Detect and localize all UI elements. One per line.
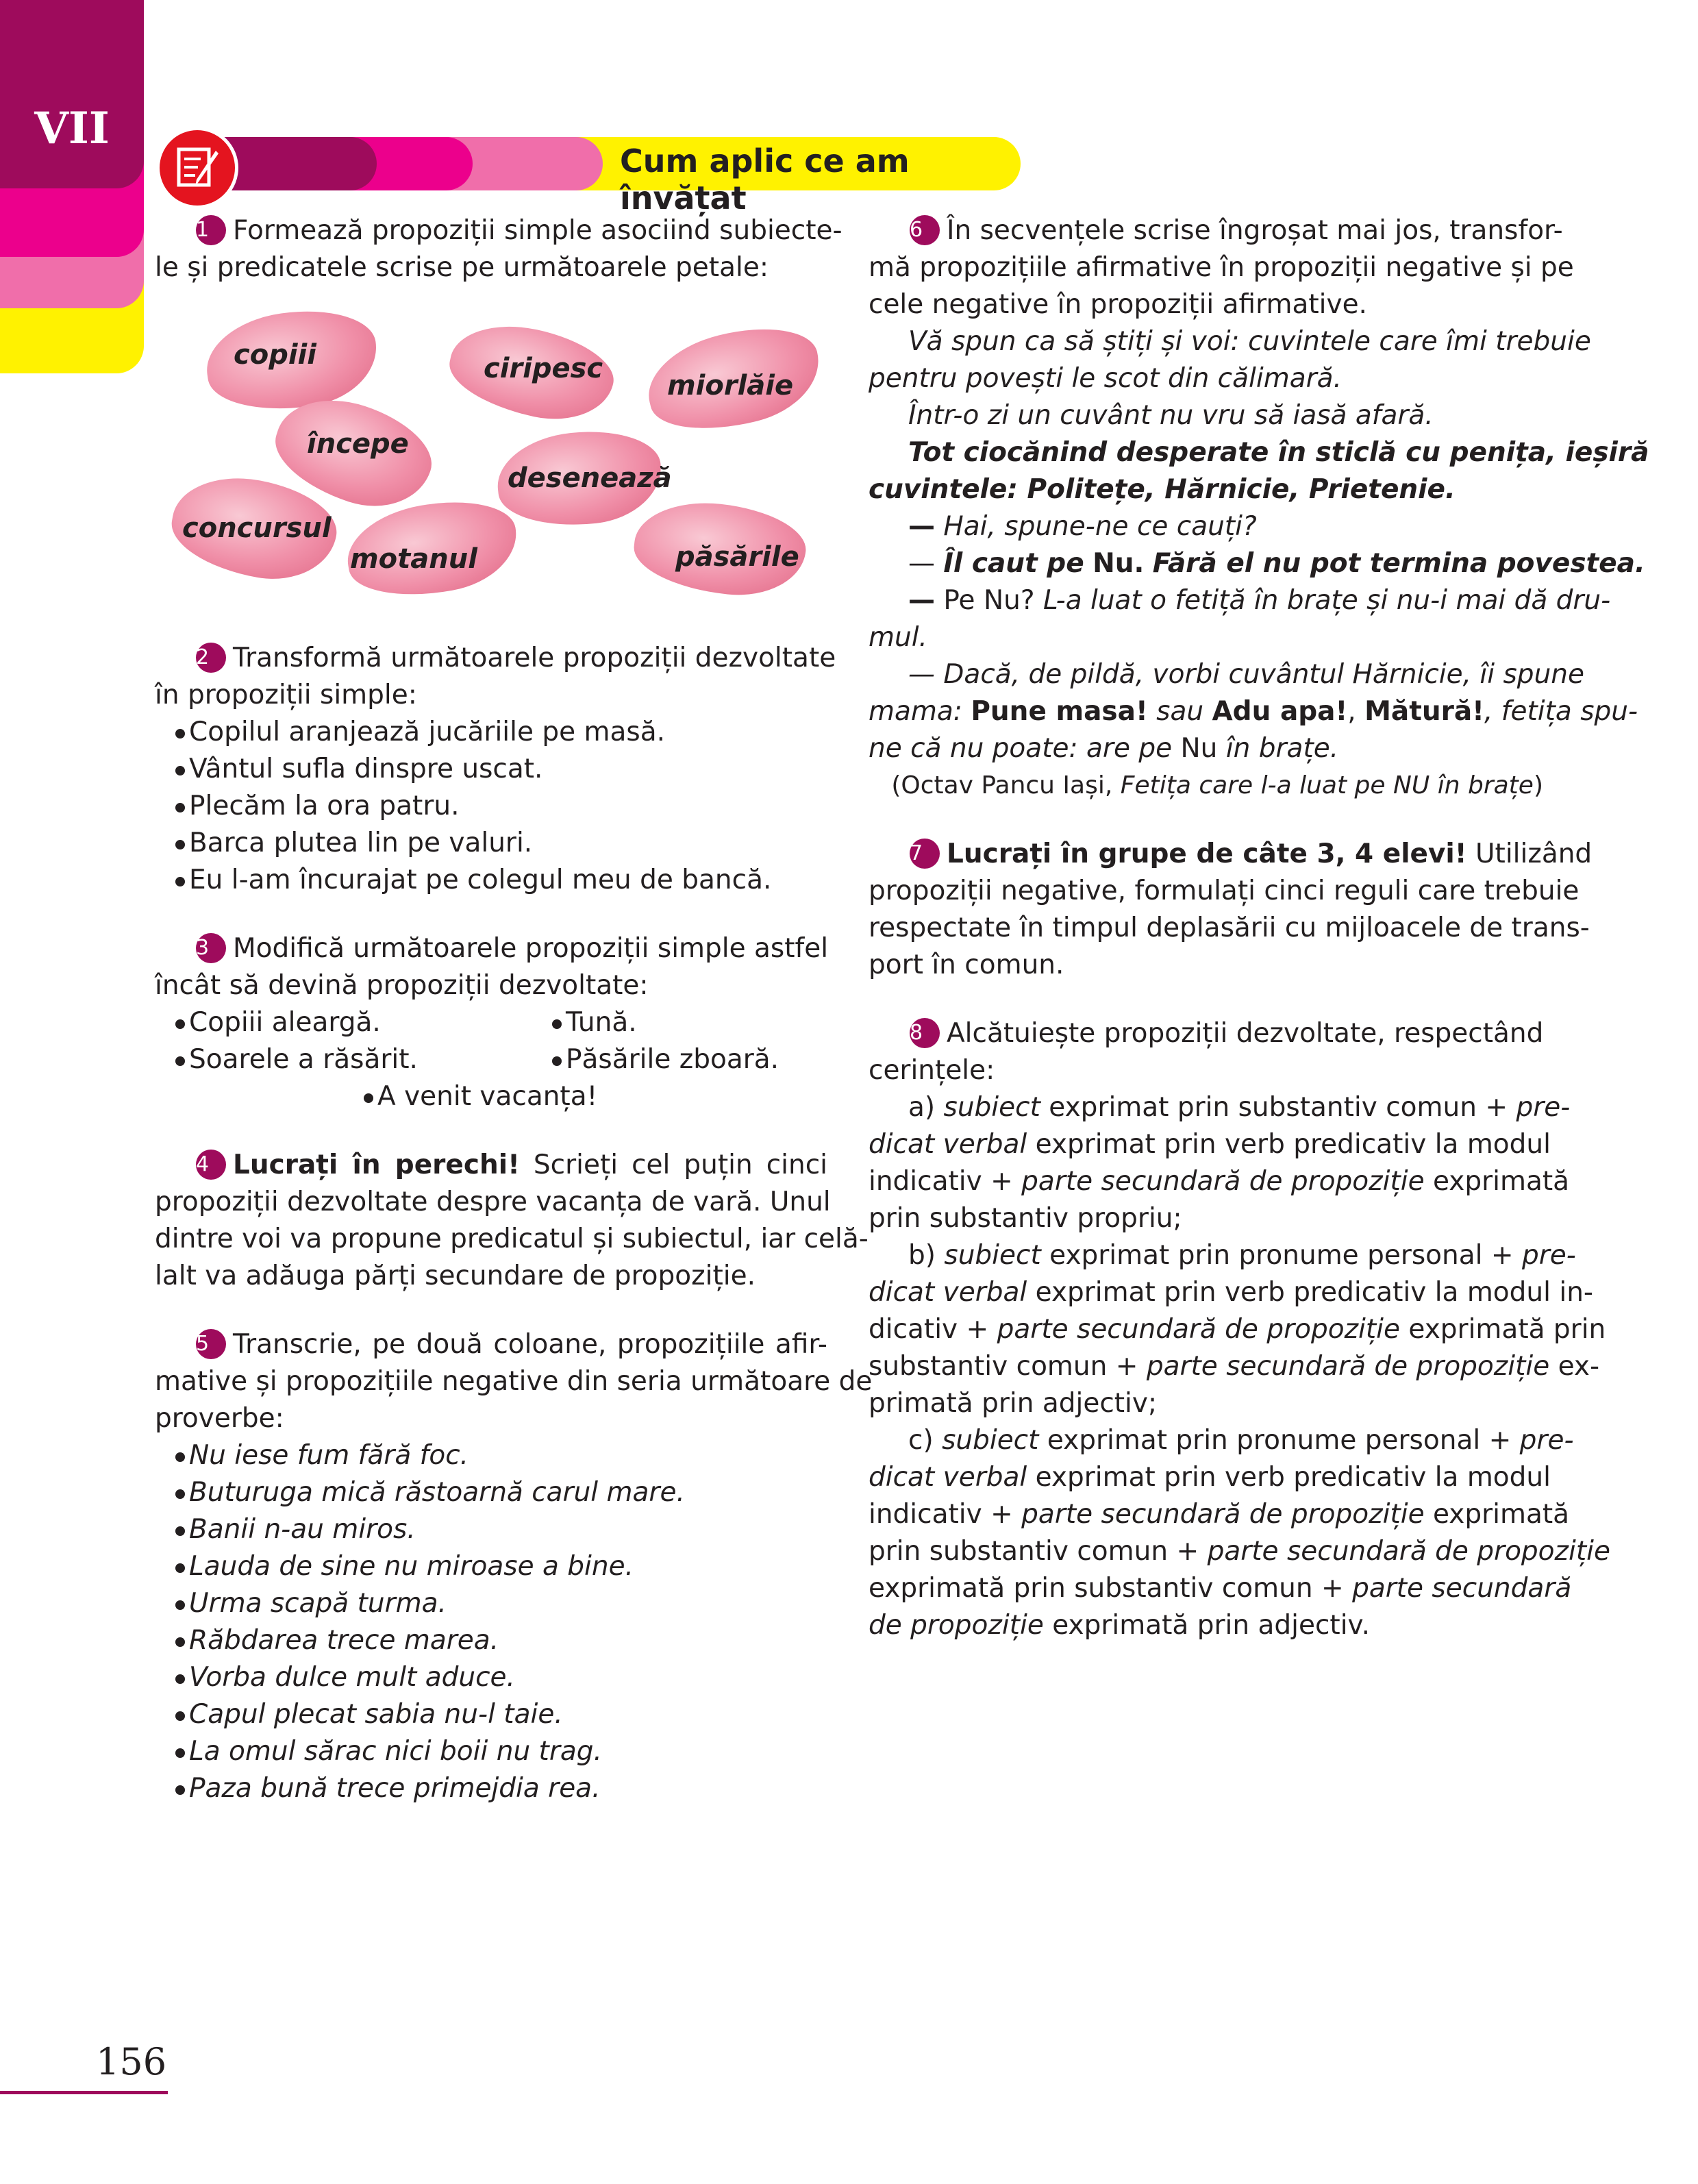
exercise-8 (869, 1015, 1610, 1644)
list-item: A venit vacanța! (343, 1078, 827, 1115)
list-item: Vorba dulce mult aduce. (155, 1659, 827, 1696)
exercise-text: Scrieți cel puțin cinci (533, 1150, 827, 1180)
exercise-1 (155, 212, 842, 286)
section-title: Cum aplic ce am învățat (620, 142, 910, 216)
list-item: Răbdarea trece marea. (155, 1622, 827, 1659)
right-column (869, 212, 1649, 1644)
exercise-text: dintre voi va propune predicatul și subiectul, iar celă- (155, 1224, 869, 1254)
exercise-number: 8 (910, 1018, 940, 1048)
exercise-text: port în comun. (869, 950, 1064, 980)
exercise-text: respectate în timpul deplasării cu mijloacele de trans- (869, 913, 1590, 943)
exercise-text: cerințele: (869, 1055, 995, 1086)
exercise-text: Transformă următoarele propoziții dezvoltate (233, 643, 836, 673)
requirement-a: a) subiect exprimat prin substantiv comun + pre- dicat verbal exprimat prin verb predicativ la modul indicativ + parte secundară de propoziție exprimată prin substantiv propriu; (869, 1092, 1571, 1234)
list-item: Eu l-am încurajat pe colegul meu de bancă. (155, 862, 827, 899)
exercise-number: 7 (910, 839, 940, 869)
petal-word: copiii (234, 339, 316, 371)
exercise-number: 2 (196, 643, 226, 673)
list-item: Copiii aleargă. (155, 1004, 532, 1041)
exercise-7 (869, 836, 1593, 984)
left-column (155, 212, 873, 1807)
petal-word: desenează (508, 462, 672, 494)
exercise-text: le și predicatele scrise pe următoarele petale: (155, 252, 769, 283)
petal-word: concursul (182, 512, 332, 544)
petals-figure (155, 306, 827, 621)
dialogue-line: ne că nu poate: are pe Nu în brațe. (869, 733, 1339, 764)
text-excerpt-bold: Tot ciocănind desperate în sticlă cu penița, ieșiră (908, 437, 1649, 468)
dialogue-line: — Pe Nu? L-a luat o fetiță în brațe și nu-i mai dă dru- (908, 585, 1611, 616)
exercise-text: Formează propoziții simple asociind subiecte- (233, 215, 842, 246)
list-item: Nu iese fum fără foc. (155, 1437, 827, 1474)
exercise-instruction: Lucrați în perechi! (233, 1150, 520, 1180)
text-excerpt: Vă spun ca să știți și voi: cuvintele care îmi trebuie (908, 326, 1591, 357)
petal-word: păsările (675, 541, 799, 573)
dialogue-line: — Hai, spune-ne ce cauți? (908, 511, 1257, 542)
exercise-text: Transcrie, pe două coloane, propozițiile afir- (233, 1329, 827, 1360)
dialogue-line: — Îl caut pe Nu. Fără el nu pot termina povestea. (908, 548, 1645, 579)
exercise-6 (869, 212, 1649, 804)
exercise-text: cele negative în propoziții afirmative. (869, 289, 1367, 320)
requirement-b: b) subiect exprimat prin pronume personal + pre- dicat verbal exprimat prin verb predicativ la modul in- dicativ + parte secundară de propoziție exprimată prin substantiv comun + parte secundară de propoziție ex- primată prin adjectiv; (869, 1240, 1606, 1419)
dialogue-line: mama: Pune masa! sau Adu apa!, Mătură!, fetița spu- (869, 696, 1638, 727)
text-excerpt-bold: cuvintele: Politețe, Hărnicie, Prietenie. (869, 474, 1456, 505)
exercise-text: mă propozițiile afirmative în propoziții negative și pe (869, 252, 1574, 283)
exercise-text: propoziții dezvoltate despre vacanța de vară. Unul (155, 1187, 831, 1217)
list-item: Lauda de sine nu miroase a bine. (155, 1548, 827, 1585)
exercise-2 (155, 640, 836, 899)
list-item: La omul sărac nici boii nu trag. (155, 1733, 827, 1770)
exercise-number: 1 (196, 215, 226, 245)
dialogue-line: — Dacă, de pildă, vorbi cuvântul Hărnicie, îi spune (908, 659, 1584, 690)
list-item: Barca plutea lin pe valuri. (155, 825, 827, 862)
dialogue-line: mul. (869, 622, 927, 653)
petal-word: miorlăie (667, 370, 794, 401)
exercise-text: Utilizând (1475, 839, 1593, 869)
exercise-text: propoziții negative, formulați cinci reguli care trebuie (869, 876, 1580, 906)
exercise-text: Alcătuiește propoziții dezvoltate, respectând (947, 1018, 1544, 1049)
petal-word: începe (307, 428, 409, 460)
exercise-4 (155, 1147, 869, 1295)
list-item: Paza bună trece primejdia rea. (155, 1770, 827, 1807)
source-citation: (Octav Pancu Iași, Fetița care l-a luat pe NU în brațe) (891, 771, 1543, 799)
exercise-text: încât să devină propoziții dezvoltate: (155, 970, 649, 1001)
exercise-text: proverbe: (155, 1403, 284, 1434)
page-number: 156 (96, 2040, 167, 2083)
exercise-text: Modifică următoarele propoziții simple astfel (233, 933, 829, 964)
exercise-number: 6 (910, 215, 940, 245)
exercise-number: 5 (196, 1329, 226, 1359)
petal-word: motanul (350, 543, 477, 575)
petal-word: ciripesc (484, 353, 603, 384)
list-item: Buturuga mică răstoarnă carul mare. (155, 1474, 827, 1511)
exercise-text: În secvențele scrise îngroșat mai jos, transfor- (947, 215, 1563, 246)
requirement-c: c) subiect exprimat prin pronume personal + pre- dicat verbal exprimat prin verb predicativ la modul indicativ + parte secundară de propoziție exprimată prin substantiv comun + parte secundară de propoziție exprimată prin substantiv comun + parte secundară de propoziție exprimată prin adjectiv. (869, 1425, 1610, 1641)
page-number-underline (0, 2091, 168, 2094)
list-item: Soarele a răsărit. (155, 1041, 532, 1078)
list-item: Urma scapă turma. (155, 1585, 827, 1622)
exercise-text: mative și propozițiile negative din seria următoare de (155, 1366, 873, 1397)
exercise-instruction: Lucrați în grupe de câte 3, 4 elevi! (947, 839, 1467, 869)
text-excerpt: pentru povești le scot din călimară. (869, 363, 1342, 394)
exercise-number: 4 (196, 1150, 226, 1180)
exercise-5 (155, 1326, 873, 1807)
list-item: Tună. (532, 1004, 637, 1041)
list-item: Banii n-au miros. (155, 1511, 827, 1548)
list-item: Capul plecat sabia nu-l taie. (155, 1696, 827, 1733)
list-item: Vântul sufla dinspre uscat. (155, 751, 827, 788)
exercise-text: lalt va adăuga părți secundare de propoziție. (155, 1261, 756, 1291)
chapter-label: VII (34, 103, 110, 154)
text-excerpt: Într-o zi un cuvânt nu vru să iasă afară. (908, 400, 1434, 431)
exercise-number: 3 (196, 933, 226, 963)
chapter-tab-dark (0, 0, 144, 188)
list-item: Copilul aranjează jucăriile pe masă. (155, 714, 827, 751)
list-item: Păsările zboară. (532, 1041, 779, 1078)
exercise-text: în propoziții simple: (155, 680, 417, 710)
exercise-3 (155, 930, 827, 1115)
pencil-writing-icon (156, 127, 238, 209)
list-item: Plecăm la ora patru. (155, 788, 827, 825)
